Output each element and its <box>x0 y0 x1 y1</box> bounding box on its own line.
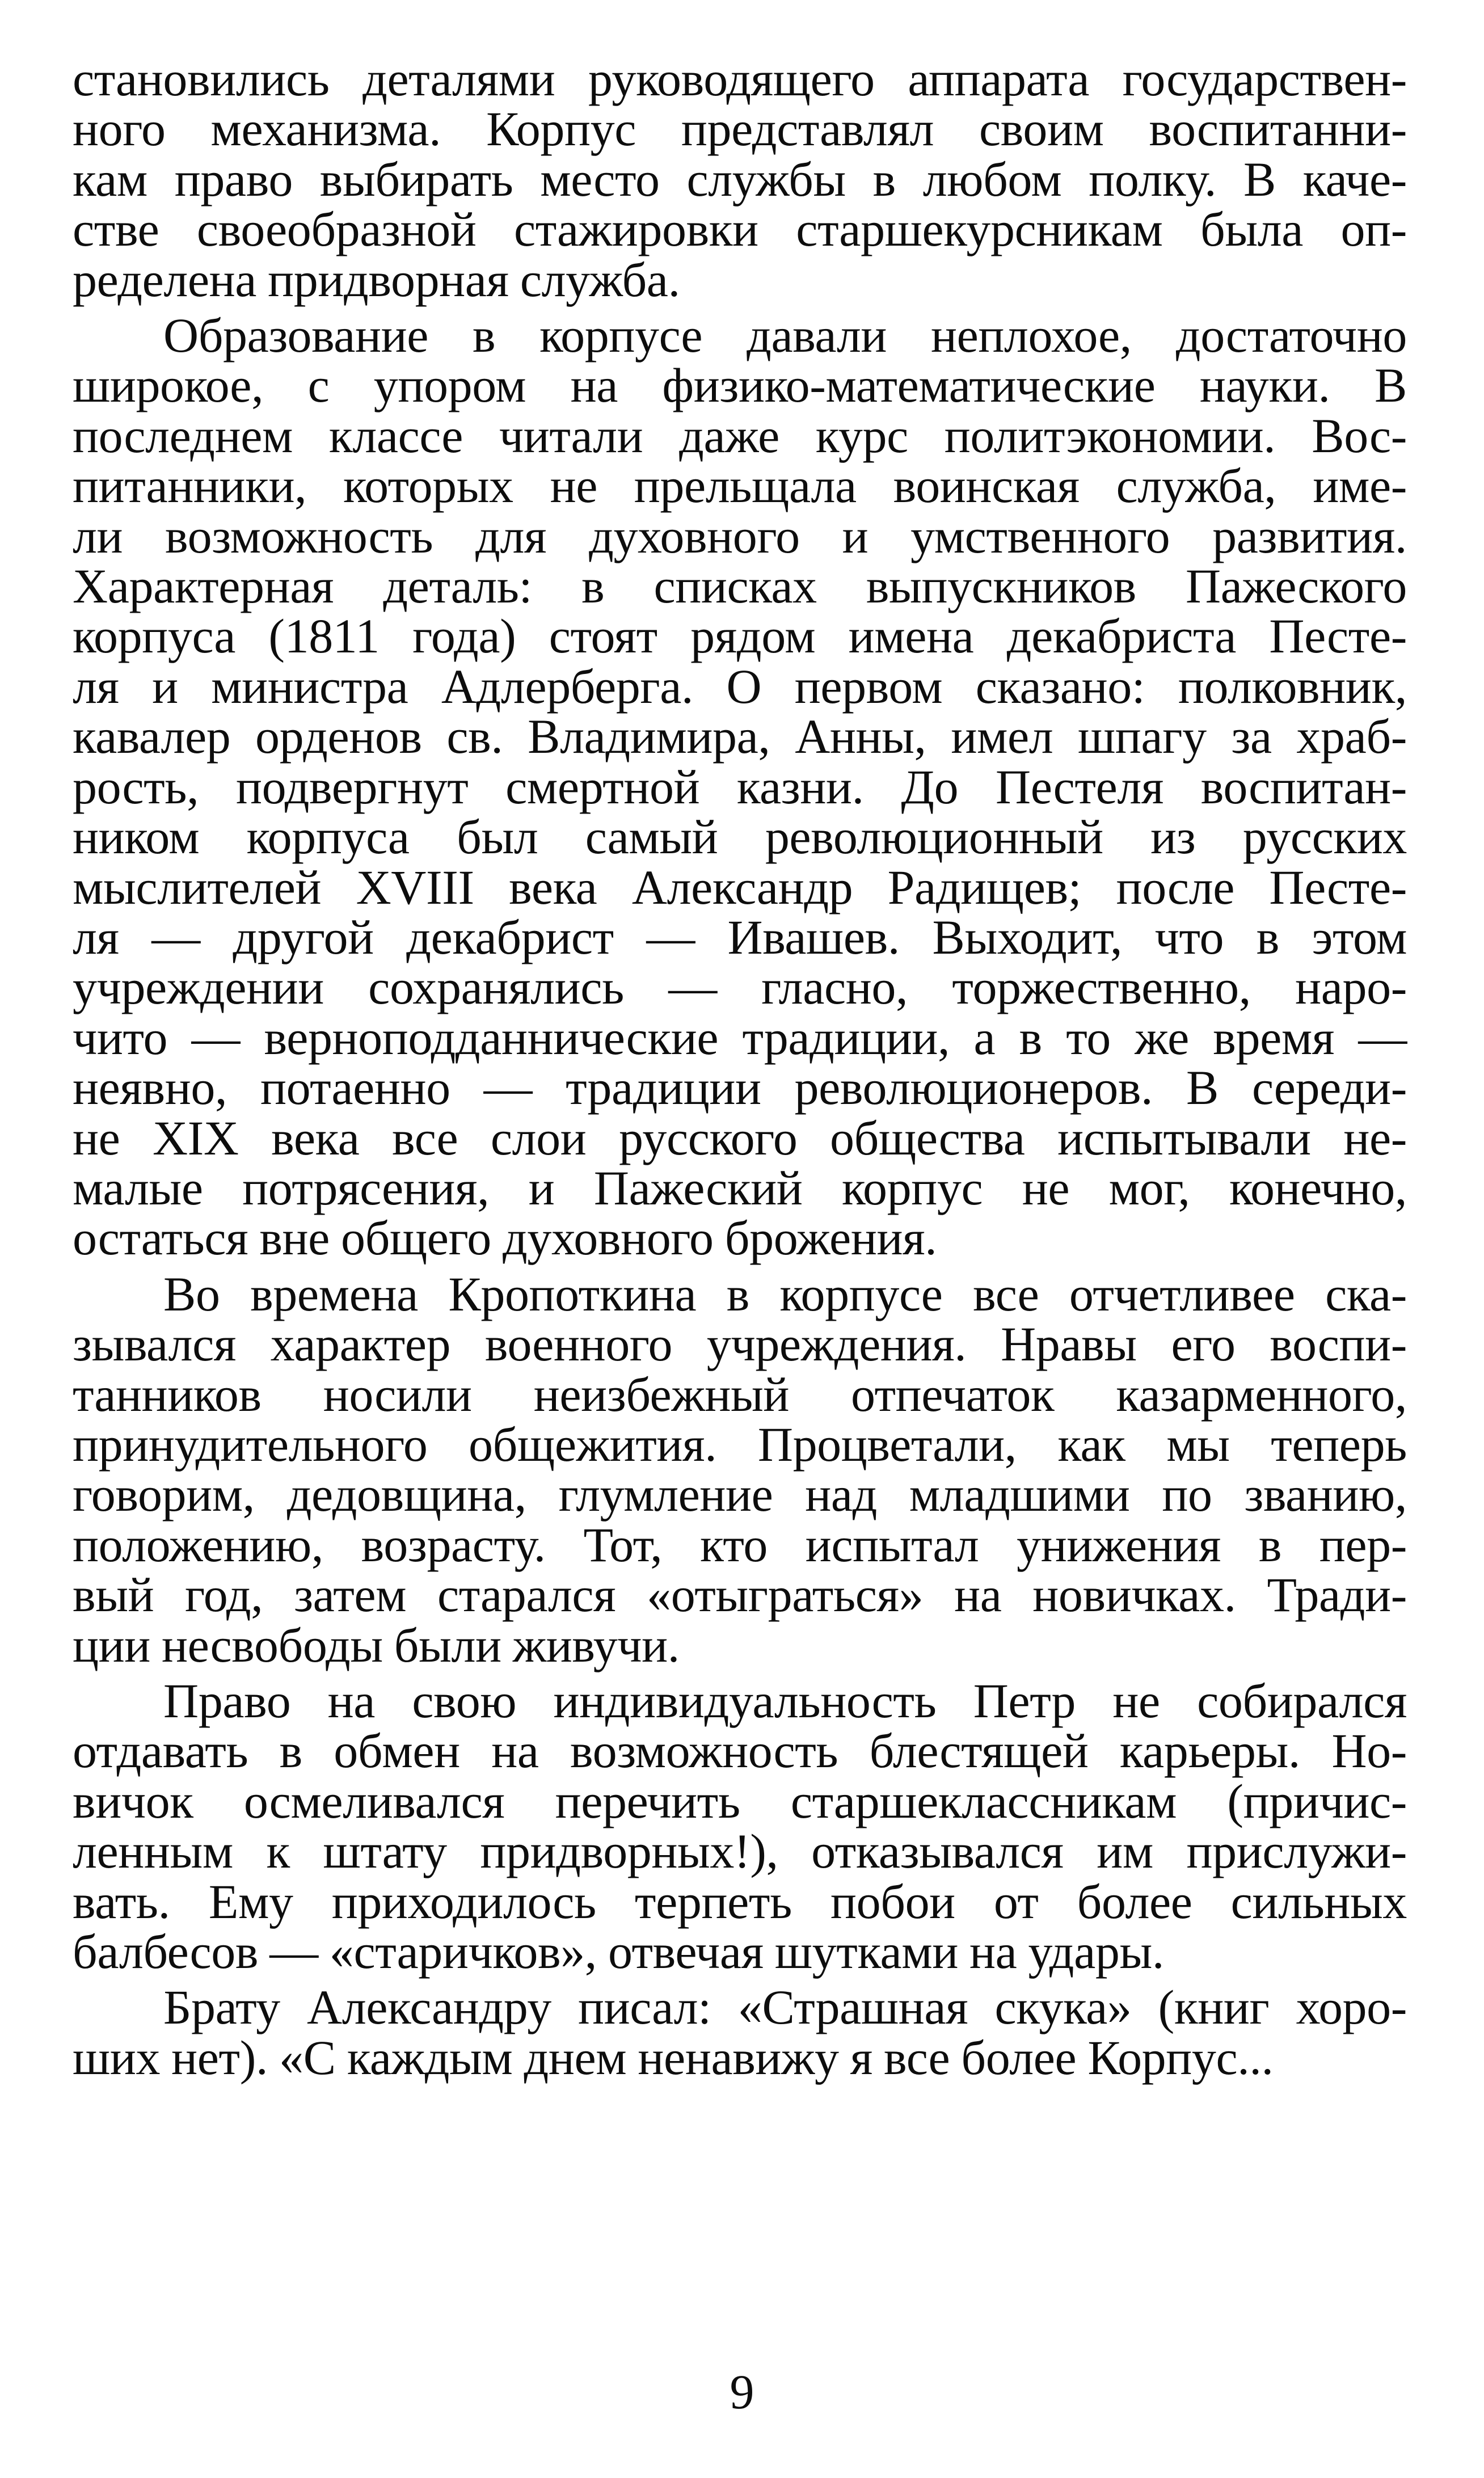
text-line: Характерная деталь: в списках выпускников Пажеского <box>73 559 1407 614</box>
paragraph <box>73 54 1407 305</box>
paragraph <box>73 308 1407 1266</box>
text-line: Брату Александру писал: «Страшная скука» (книг хоро- <box>163 1980 1407 2035</box>
text-line: неявно, потаенно — традиции революционеров. В середи- <box>73 1060 1407 1115</box>
text-line: отдавать в обмен на возможность блестящей карьеры. Но- <box>73 1723 1407 1779</box>
text-line: чито — верноподданнические традиции, а в то же время — <box>73 1010 1407 1065</box>
page-body <box>73 54 1407 2088</box>
text-line: вый год, затем старался «отыграться» на новичках. Тради- <box>73 1567 1407 1622</box>
text-line: вать. Ему приходилось терпеть побои от более сильных <box>73 1874 1407 1929</box>
text-line: ного механизма. Корпус представлял своим воспитанни- <box>73 102 1407 157</box>
text-line: становились деталями руководящего аппарата государствен- <box>73 52 1407 106</box>
paragraph <box>73 1674 1407 1979</box>
text-line: балбесов — «старичков», отвечая шутками на удары. <box>73 1924 1164 1979</box>
text-line: не XIX века все слои русского общества испытывали не- <box>73 1110 1407 1165</box>
text-line: Образование в корпусе давали неплохое, достаточно <box>163 308 1407 363</box>
text-line: ля — другой декабрист — Ивашев. Выходит, что в этом <box>73 909 1407 964</box>
text-line: рость, подвергнут смертной казни. До Пестеля воспитан- <box>73 759 1407 814</box>
text-line: ником корпуса был самый революционный из русских <box>73 810 1407 865</box>
text-line: питанники, которых не прельщала воинская служба, име- <box>73 458 1407 513</box>
paragraph <box>73 1266 1407 1672</box>
text-line: танников носили неизбежный отпечаток казарменного, <box>73 1367 1407 1422</box>
text-line: кам право выбирать место службы в любом полку. В каче- <box>73 151 1407 206</box>
text-line: кавалер орденов св. Владимира, Анны, имел шпагу за храб- <box>73 709 1407 764</box>
text-line: корпуса (1811 года) стоят рядом имена декабриста Песте- <box>73 609 1407 664</box>
text-line: вичок осмеливался перечить старшеклассникам (причис- <box>73 1773 1407 1828</box>
text-line: ля и министра Адлерберга. О первом сказано: полковник, <box>73 659 1407 714</box>
text-line: положению, возрасту. Тот, кто испытал унижения в пер- <box>73 1517 1407 1572</box>
text-line: малые потрясения, и Пажеский корпус не мог, конечно, <box>73 1160 1407 1215</box>
paragraph <box>73 1982 1407 2083</box>
text-line: широкое, с упором на физико-математические науки. В <box>73 358 1407 413</box>
text-line: Во времена Кропоткина в корпусе все отчетливее ска- <box>163 1266 1407 1321</box>
text-line: стве своеобразной стажировки старшекурсникам была оп- <box>73 202 1407 257</box>
text-line: последнем классе читали даже курс политэкономии. Вос- <box>73 408 1407 463</box>
text-line: остаться вне общего духовного брожения. <box>73 1211 937 1266</box>
text-line: Право на свою индивидуальность Петр не собирался <box>163 1674 1407 1728</box>
page-number: 9 <box>730 2365 754 2419</box>
text-line: говорим, дедовщина, глумление над младшими по званию, <box>73 1467 1407 1522</box>
text-line: ленным к штату придворных!), отказывался им прислужи- <box>73 1824 1407 1879</box>
text-line: учреждении сохранялись — гласно, торжественно, наро- <box>73 960 1407 1015</box>
text-line: ределена придворная служба. <box>73 252 680 307</box>
text-line: ших нет). «С каждым днем ненавижу я все более Корпус... <box>73 2030 1274 2085</box>
text-line: зывался характер военного учреждения. Нравы его воспи- <box>73 1317 1407 1372</box>
text-line: ли возможность для духовного и умственного развития. <box>73 508 1407 563</box>
text-line: принудительного общежития. Процветали, как мы теперь <box>73 1417 1407 1472</box>
text-line: мыслителей XVIII века Александр Радищев; после Песте- <box>73 859 1407 914</box>
text-line: ции несвободы были живучи. <box>73 1617 680 1672</box>
